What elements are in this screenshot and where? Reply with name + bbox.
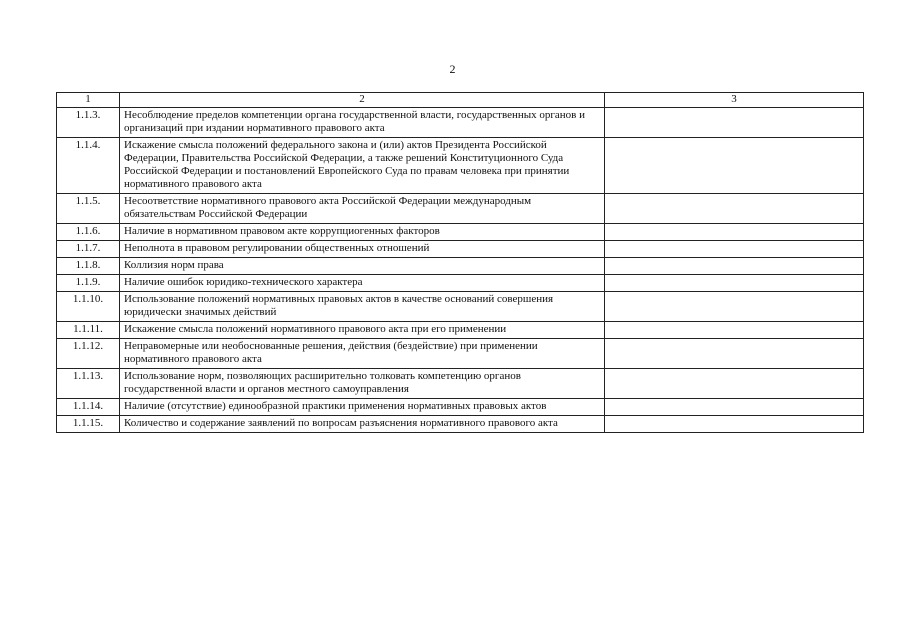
row-value-cell[interactable] (605, 241, 864, 258)
row-number: 1.1.12. (57, 339, 120, 369)
row-number: 1.1.4. (57, 138, 120, 194)
table-row (57, 224, 864, 241)
table-row (57, 369, 864, 399)
row-description: Использование норм, позволяющих расширительно толковать компетенцию органов государственной власти и органов местного самоуправления (120, 369, 605, 399)
row-description: Искажение смысла положений нормативного правового акта при его применении (120, 322, 605, 339)
table-row (57, 258, 864, 275)
row-number: 1.1.3. (57, 108, 120, 138)
row-value-cell[interactable] (605, 399, 864, 416)
row-number: 1.1.8. (57, 258, 120, 275)
row-value-cell[interactable] (605, 275, 864, 292)
table-row (57, 339, 864, 369)
row-number: 1.1.11. (57, 322, 120, 339)
row-description: Наличие (отсутствие) единообразной практики применения нормативных правовых актов (120, 399, 605, 416)
row-description: Неправомерные или необоснованные решения, действия (бездействие) при применении нормативного правового акта (120, 339, 605, 369)
row-description: Несоответствие нормативного правового акта Российской Федерации международным обязательствам Российской Федерации (120, 194, 605, 224)
row-description: Неполнота в правовом регулировании общественных отношений (120, 241, 605, 258)
page-number: 2 (449, 62, 456, 76)
row-value-cell[interactable] (605, 224, 864, 241)
row-number: 1.1.13. (57, 369, 120, 399)
table-header (57, 93, 864, 108)
row-description: Несоблюдение пределов компетенции органа государственной власти, государственных органов и организаций при издании нормативного правового акта (120, 108, 605, 138)
table-row (57, 194, 864, 224)
table-row (57, 399, 864, 416)
row-value-cell[interactable] (605, 369, 864, 399)
row-description: Количество и содержание заявлений по вопросам разъяснения нормативного правового акта (120, 416, 605, 433)
table-row (57, 292, 864, 322)
header-row (57, 93, 864, 108)
row-value-cell[interactable] (605, 258, 864, 275)
row-number: 1.1.7. (57, 241, 120, 258)
table-row (57, 416, 864, 433)
table-body (57, 108, 864, 433)
document-table (56, 92, 864, 433)
table-row (57, 275, 864, 292)
table-row (57, 108, 864, 138)
row-value-cell[interactable] (605, 138, 864, 194)
table-row (57, 322, 864, 339)
row-value-cell[interactable] (605, 322, 864, 339)
row-value-cell[interactable] (605, 339, 864, 369)
row-value-cell[interactable] (605, 108, 864, 138)
table-row (57, 241, 864, 258)
column-header-number: 1 (57, 93, 120, 108)
row-description: Использование положений нормативных правовых актов в качестве оснований совершения юридически значимых действий (120, 292, 605, 322)
table-row (57, 138, 864, 194)
row-number: 1.1.10. (57, 292, 120, 322)
row-description: Наличие в нормативном правовом акте коррупциогенных факторов (120, 224, 605, 241)
row-number: 1.1.15. (57, 416, 120, 433)
row-description: Коллизия норм права (120, 258, 605, 275)
column-header-description: 2 (120, 93, 605, 108)
row-number: 1.1.5. (57, 194, 120, 224)
row-value-cell[interactable] (605, 416, 864, 433)
row-value-cell[interactable] (605, 194, 864, 224)
row-number: 1.1.14. (57, 399, 120, 416)
column-header-value: 3 (605, 93, 864, 108)
row-value-cell[interactable] (605, 292, 864, 322)
row-number: 1.1.9. (57, 275, 120, 292)
row-number: 1.1.6. (57, 224, 120, 241)
row-description: Искажение смысла положений федерального закона и (или) актов Президента Российской Федерации, Правительства Российской Федерации, а также решений Конституционного Суда Российской Федерации и постановлений Европейского Суда по правам человека при принятии нормативного правового акта (120, 138, 605, 194)
row-description: Наличие ошибок юридико-технического характера (120, 275, 605, 292)
